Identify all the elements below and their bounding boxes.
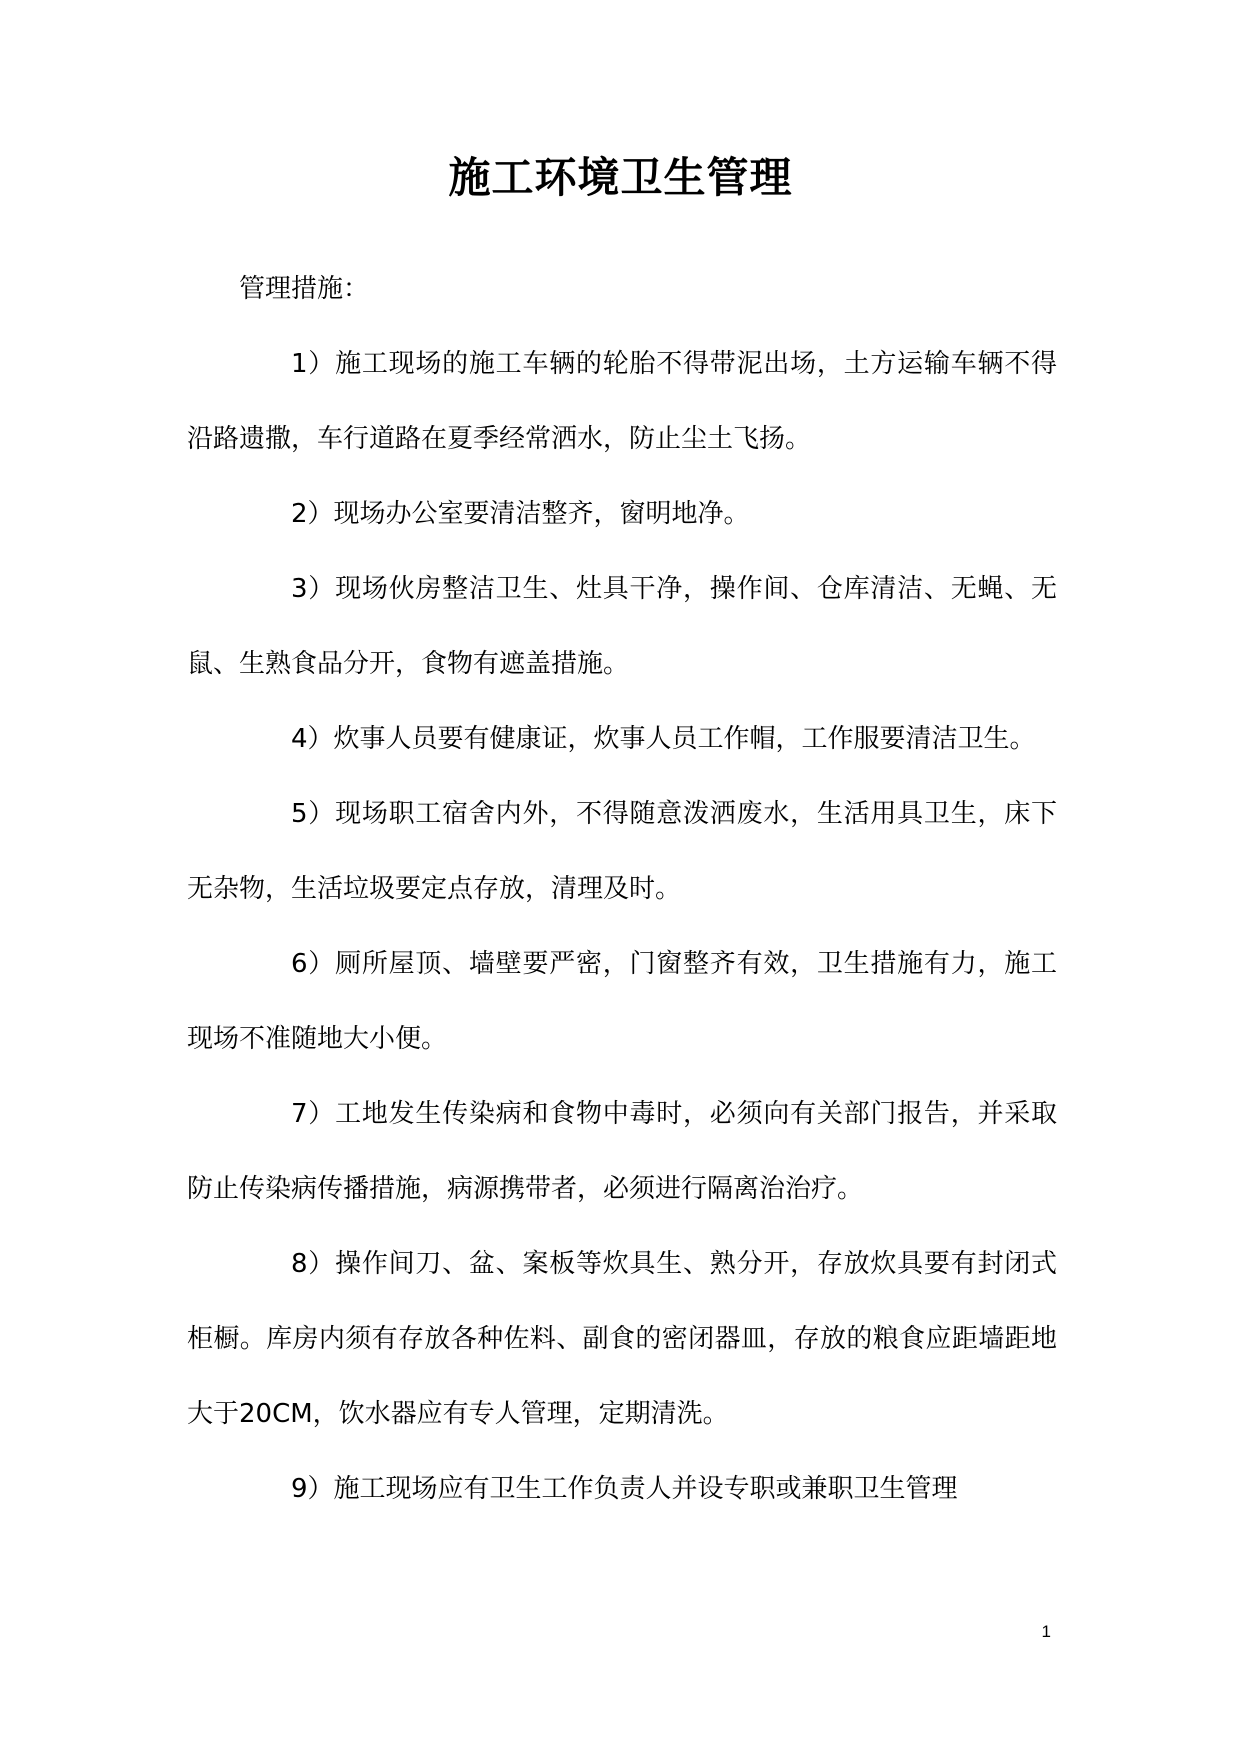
measure-item-8: 8）操作间刀、盆、案板等炊具生、熟分开，存放炊具要有封闭式柜橱。库房内须有存放各种佐料、副食的密闭器皿，存放的粮食应距墙距地大于20CM，饮水器应有专人管理，定期清洗。 <box>187 1249 1057 1429</box>
document-body <box>187 252 1057 1527</box>
measure-item-9: 9）施工现场应有卫生工作负责人并设专职或兼职卫生管理 <box>291 1474 958 1504</box>
measure-item-1: 1）施工现场的施工车辆的轮胎不得带泥出场，土方运输车辆不得沿路遗撒，车行道路在夏季经常洒水，防止尘土飞扬。 <box>187 349 1057 454</box>
measure-item-3: 3）现场伙房整洁卫生、灶具干净，操作间、仓库清洁、无蝇、无鼠、生熟食品分开，食物有遮盖措施。 <box>187 574 1057 679</box>
measure-item-2: 2）现场办公室要清洁整齐，窗明地净。 <box>291 499 750 529</box>
intro-paragraph: 管理措施： <box>239 274 370 304</box>
page-number: 1 <box>1041 1622 1051 1641</box>
measure-item-7: 7）工地发生传染病和食物中毒时，必须向有关部门报告，并采取防止传染病传播措施，病源携带者，必须进行隔离治治疗。 <box>187 1099 1057 1204</box>
document-title: 施工环境卫生管理 <box>448 153 793 202</box>
measure-item-5: 5）现场职工宿舍内外，不得随意泼洒废水，生活用具卫生，床下无杂物，生活垃圾要定点存放，清理及时。 <box>187 799 1057 904</box>
measure-item-4: 4）炊事人员要有健康证，炊事人员工作帽，工作服要清洁卫生。 <box>291 724 1036 754</box>
measure-item-6: 6）厕所屋顶、墙壁要严密，门窗整齐有效，卫生措施有力，施工现场不准随地大小便。 <box>187 949 1057 1054</box>
